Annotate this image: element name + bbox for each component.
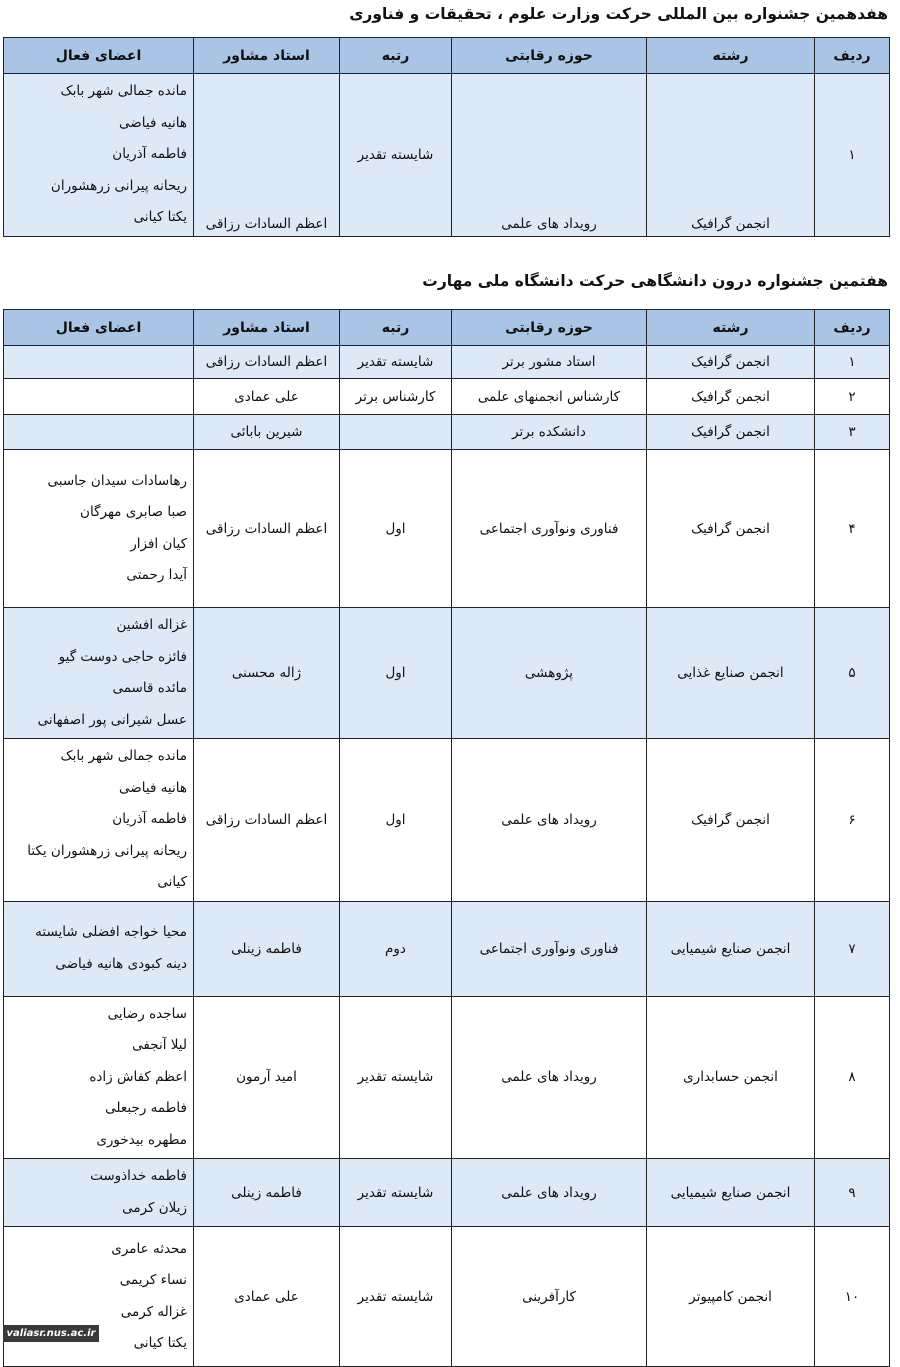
table-row [4,739,890,902]
cell-members [4,901,194,996]
cell-competition-area: کارشناس انجمنهای علمی [452,379,647,415]
cell-rank: اول [340,450,452,608]
header-rank: رتبه [340,310,452,346]
cell-members [4,996,194,1159]
member-name: مطهره بیدخوری [96,1131,187,1148]
cell-competition-area: فناوری ونوآوری اجتماعی [452,450,647,608]
cell-advisor: فاطمه زینلی [194,901,340,996]
cell-row-number: ۱ [815,346,890,379]
cell-rank: شایسته تقدیر [340,996,452,1159]
cell-advisor: ژاله محسنی [194,608,340,739]
cell-rank: اول [340,739,452,902]
member-name: آیدا رحمتی [126,567,187,583]
table-row [4,346,890,379]
member-name: ریحانه پیرانی زرهشوران [50,177,187,194]
member-name: مانده جمالی شهر بابک [60,83,187,99]
member-name: هانیه فیاضی [119,114,187,131]
cell-competition-area: دانشکده برتر [452,415,647,450]
cell-field: انجمن حسابداری [647,996,815,1159]
cell-advisor: اعظم السادات رزاقی [194,450,340,608]
cell-rank: دوم [340,901,452,996]
table-row [4,74,890,237]
table-row [4,415,890,450]
cell-advisor: شیرین بابائی [194,415,340,450]
header-members: اعضای فعال [4,38,194,74]
member-name: فاطمه رجبعلی [105,1100,187,1116]
member-name: فائزه حاجی دوست گیو [58,648,187,665]
cell-row-number: ۷ [815,901,890,996]
cell-competition-area: رویداد های علمی [452,739,647,902]
member-name: دینه کبودی هانیه فیاضی [55,955,187,972]
table-row [4,379,890,415]
cell-members [4,1227,194,1367]
cell-field: انجمن صنایع شیمیایی [647,1159,815,1227]
cell-members [4,379,194,415]
section2-table [3,309,890,1367]
cell-members [4,346,194,379]
member-name: هانیه فیاضی [119,779,187,796]
cell-advisor: اعظم السادات رزاقی [194,346,340,379]
member-name: نساء کریمی [119,1272,187,1288]
member-name: غزاله کرمی [120,1303,187,1320]
cell-row-number: ۹ [815,1159,890,1227]
cell-advisor: علی عمادی [194,1227,340,1367]
cell-field: انجمن گرافیک [647,346,815,379]
member-name: فاطمه خداذوست [90,1168,187,1184]
member-name: یکتا کیانی [133,209,187,225]
member-name: اعظم کفاش زاده [89,1068,187,1085]
cell-advisor: امید آرمون [194,996,340,1159]
header-members: اعضای فعال [4,310,194,346]
cell-field: انجمن کامپیوتر [647,1227,815,1367]
member-name: عسل شیرانی پور اصفهانی [37,711,187,728]
cell-advisor: فاطمه زینلی [194,1159,340,1227]
member-name: مائده قاسمی [112,680,187,696]
member-name: مانده جمالی شهر بابک [60,748,187,764]
section2-body [4,346,890,1367]
cell-members [4,415,194,450]
cell-row-number: ۵ [815,608,890,739]
member-name: محدثه عامری [111,1240,187,1257]
header-field: رشته [647,38,815,74]
section1-body [4,74,890,237]
cell-row-number: ۶ [815,739,890,902]
table-row [4,1159,890,1227]
table-row [4,901,890,996]
header-competition-area: حوزه رقابتی [452,38,647,74]
cell-field: انجمن گرافیک [647,379,815,415]
table-header-row [4,310,890,346]
header-rank: رتبه [340,38,452,74]
header-row-number: ردیف [815,310,890,346]
cell-competition-area: استاد مشور برتر [452,346,647,379]
cell-row-number: ۱ [815,74,890,237]
cell-row-number: ۸ [815,996,890,1159]
header-advisor: استاد مشاور [194,310,340,346]
member-name: کیان افزار [130,535,187,552]
member-name: فاطمه آذریان [112,811,187,827]
member-name: فاطمه آذریان [112,146,187,162]
section2-title: هفتمین جشنواره درون دانشگاهی حرکت دانشگاه ملی مهارت [422,272,888,290]
cell-field: انجمن گرافیک [647,74,815,237]
cell-rank: شایسته تقدیر [340,1227,452,1367]
cell-field: انجمن صنایع غذایی [647,608,815,739]
member-name: رهاسادات سیدان جاسبی [47,472,187,489]
cell-row-number: ۲ [815,379,890,415]
cell-field: انجمن گرافیک [647,739,815,902]
cell-competition-area: رویداد های علمی [452,74,647,237]
member-name: ساجده رضایی [107,1005,187,1022]
section1-title: هفدهمین جشنواره بین المللی حرکت وزارت علوم ، تحقیقات و فناوری [349,5,888,23]
site-watermark: valiasr.nus.ac.ir [3,1325,99,1342]
cell-field: انجمن صنایع شیمیایی [647,901,815,996]
cell-competition-area: رویداد های علمی [452,1159,647,1227]
member-name: غزاله افشین [116,617,187,633]
cell-rank: کارشناس برتر [340,379,452,415]
cell-rank: شایسته تقدیر [340,1159,452,1227]
cell-advisor: اعظم السادات رزاقی [194,739,340,902]
table-row [4,608,890,739]
member-name: محیا خواجه افضلی شایسته [35,924,187,940]
cell-row-number: ۳ [815,415,890,450]
cell-rank: اول [340,608,452,739]
cell-competition-area: پژوهشی [452,608,647,739]
header-field: رشته [647,310,815,346]
member-name: ریحانه پیرانی زرهشوران یکتا [27,842,187,859]
cell-rank [340,415,452,450]
cell-row-number: ۱۰ [815,1227,890,1367]
member-name: کیانی [157,874,187,890]
member-name: یکتا کیانی [133,1335,187,1351]
cell-members [4,450,194,608]
table-row [4,996,890,1159]
cell-members [4,739,194,902]
cell-advisor: علی عمادی [194,379,340,415]
cell-advisor: اعظم السادات رزاقی [194,74,340,237]
header-competition-area: حوزه رقابتی [452,310,647,346]
cell-members [4,608,194,739]
header-advisor: استاد مشاور [194,38,340,74]
member-name: زیلان کرمی [122,1199,187,1216]
cell-competition-area: کارآفرینی [452,1227,647,1367]
cell-competition-area: فناوری ونوآوری اجتماعی [452,901,647,996]
cell-members [4,1159,194,1227]
cell-rank: شایسته تقدیر [340,346,452,379]
table-row [4,450,890,608]
cell-competition-area: رویداد های علمی [452,996,647,1159]
member-name: لیلا آنجفی [132,1037,187,1053]
cell-row-number: ۴ [815,450,890,608]
table-row [4,1227,890,1367]
cell-field: انجمن گرافیک [647,450,815,608]
cell-rank: شایسته تقدیر [340,74,452,237]
cell-members [4,74,194,237]
member-name: صبا صابری مهرگان [80,504,187,520]
cell-field: انجمن گرافیک [647,415,815,450]
table-header-row [4,38,890,74]
section1-table [3,37,890,237]
header-row-number: ردیف [815,38,890,74]
